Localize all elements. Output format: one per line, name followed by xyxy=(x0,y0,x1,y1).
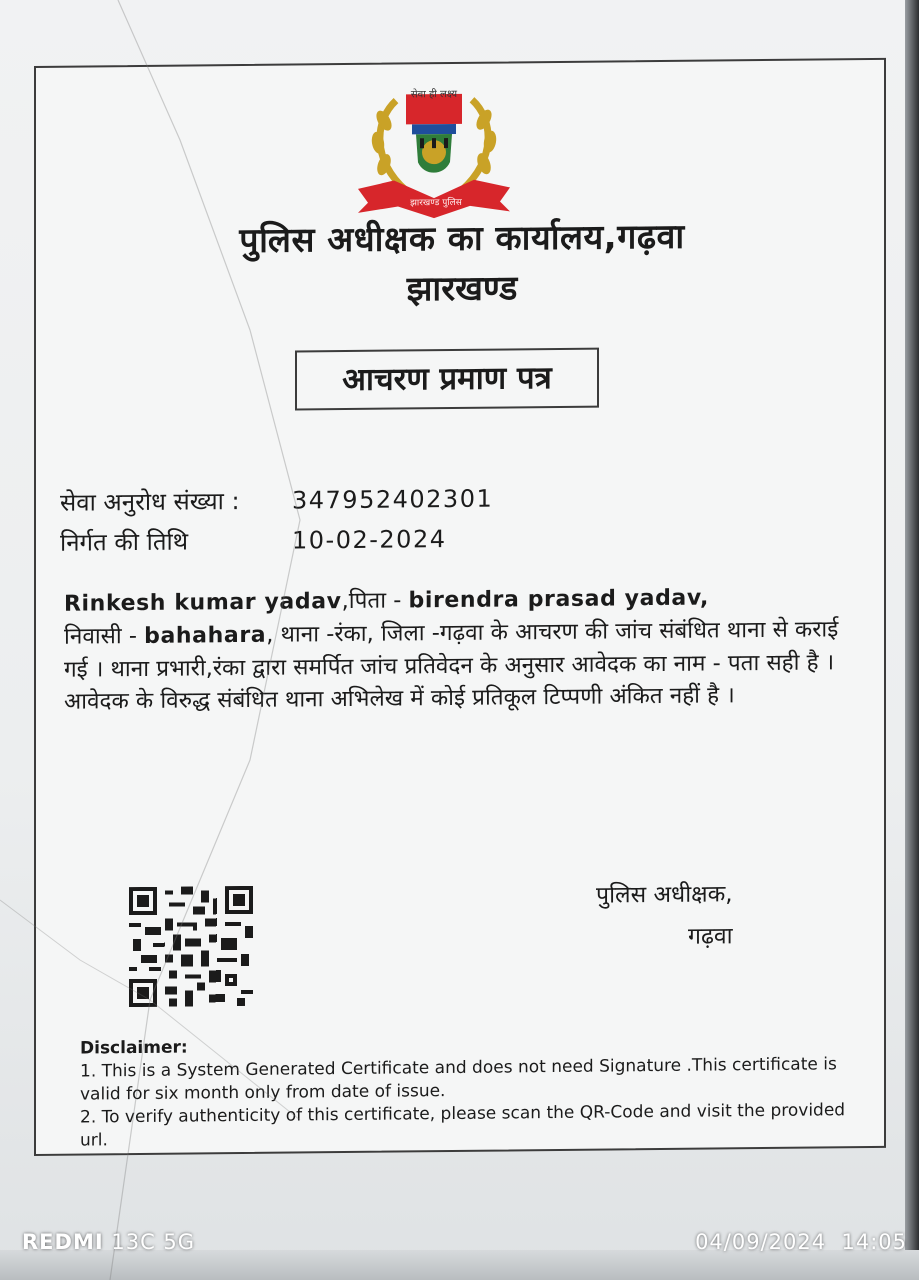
signatory-title: पुलिस अधीक्षक, xyxy=(596,881,733,909)
office-heading: पुलिस अधीक्षक का कार्यालय,गढ़वा xyxy=(239,216,685,262)
disclaimer-block xyxy=(80,1030,860,1152)
disclaimer-title: Disclaimer: xyxy=(80,1037,188,1059)
issue-date-row xyxy=(60,522,446,559)
issue-date-value: 10-02-2024 xyxy=(292,525,447,555)
verification-qr-code xyxy=(129,886,253,1007)
camera-brand: REDMI xyxy=(22,1230,104,1254)
camera-model xyxy=(22,1230,195,1254)
issue-date-label: निर्गत की तिथि xyxy=(60,527,189,557)
capture-timestamp xyxy=(695,1230,907,1254)
signature-block xyxy=(596,872,826,958)
camera-model-name: 13C 5G xyxy=(103,1230,196,1254)
emblem-ribbon-text: झारखण्ड पुलिस xyxy=(410,197,462,209)
certificate-body xyxy=(64,580,864,718)
disclaimer-item-2: 2. To verify authenticity of this certificate, please scan the QR-Code and visit the provided url. xyxy=(80,1100,846,1151)
resident-label: निवासी - xyxy=(64,622,145,650)
certificate-title: आचरण प्रमाण पत्र xyxy=(295,348,599,411)
emblem-motto: सेवा ही लक्ष्य xyxy=(410,88,458,101)
state-heading: झारखण्ड xyxy=(406,268,518,310)
request-number-label: सेवा अनुरोध संख्या : xyxy=(60,487,240,517)
certificate-document xyxy=(34,58,886,1156)
father-label: ,पिता - xyxy=(341,587,409,615)
request-number-value: 347952402301 xyxy=(292,484,494,515)
disclaimer-item-1: 1. This is a System Generated Certificate and does not need Signature .This certificate is valid for six month only from date of issue. xyxy=(80,1054,837,1105)
applicant-name: Rinkesh kumar yadav xyxy=(64,589,342,617)
request-number-row xyxy=(60,482,493,519)
phone-edge xyxy=(905,0,919,1280)
signatory-place: गढ़वा xyxy=(688,923,733,950)
verification-statement: , थाना -रंका, जिला -गढ़वा के आचरण की जांच संबंधित थाना से कराई गई । थाना प्रभारी,रंका द्वारा समर्पित जांच प्रतिवेदन के अनुसार आवेदक का नाम - पता सही है । आवेदक के विरुद्ध संबंधित थाना अभिलेख में कोई प्रतिकूल टिप्पणी अंकित नहीं है । xyxy=(64,616,839,715)
capture-time: 14:05 xyxy=(841,1230,907,1254)
father-name: birendra prasad yadav, xyxy=(408,585,709,614)
village-name: bahahara xyxy=(144,622,267,649)
camera-watermark xyxy=(0,1226,919,1260)
capture-date: 04/09/2024 xyxy=(695,1230,827,1254)
